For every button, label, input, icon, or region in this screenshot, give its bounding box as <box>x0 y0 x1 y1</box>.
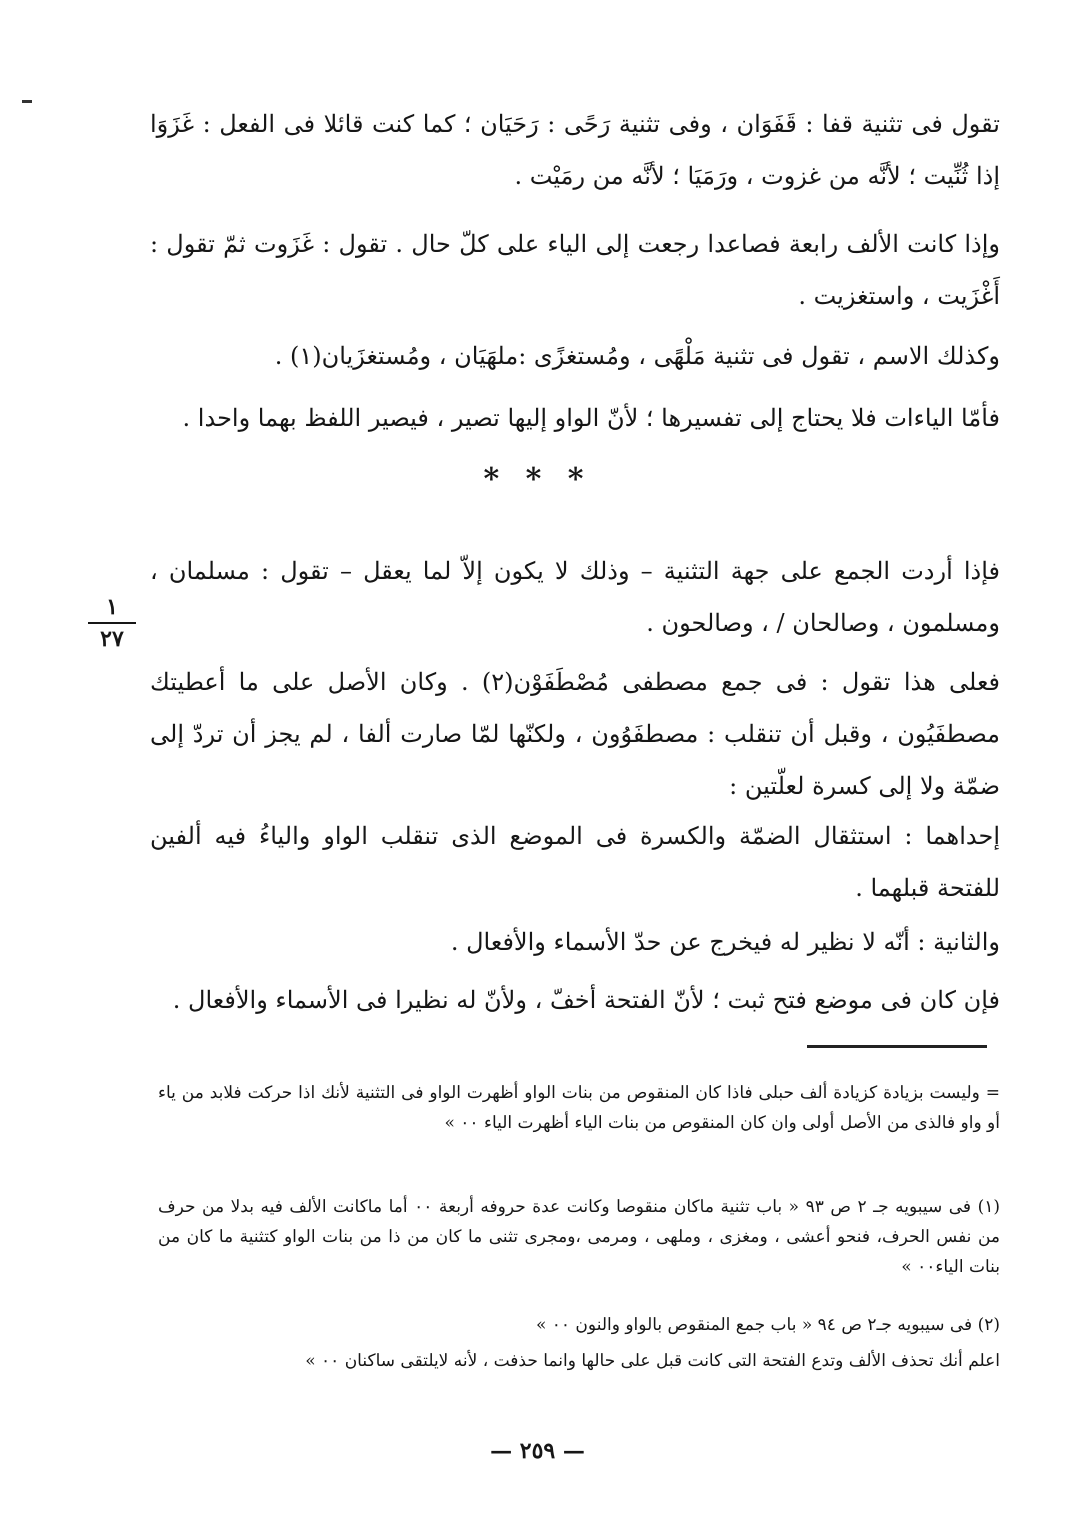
paragraph-7: إحداهما : استثقال الضمّة والكسرة فى الموضع الذى تنقلب الواو والياءُ فيه ألفين للفتحة قبلهما . <box>150 822 1000 902</box>
page-number: — ٢٥٩ — <box>490 1438 585 1464</box>
paragraph-3: وكذلك الاسم ، تقول فى تثنية مَلْهًى ، ومُستغزًى :ملهَيَان ، ومُستغزَيان(١) . <box>274 342 1000 370</box>
section-divider: * * * <box>483 462 592 497</box>
paragraph-2: وإذا كانت الألف رابعة فصاعدا رجعت إلى الياء على كلّ حال . تقول : غَزَوت ثمّ تقول : أَغْزَيت ، واستغزيت . <box>150 230 1000 310</box>
scan-mark <box>22 100 32 103</box>
footnote-separator <box>807 1045 987 1048</box>
margin-ref-top: ١ <box>106 594 118 620</box>
paragraph-5: فإذا أردت الجمع على جهة التثنية – وذلك لا يكون إلاّ لما يعقل – تقول : مسلمان ، ومسلمون ، وصالحان / ، وصالحون . <box>150 557 1000 637</box>
margin-ref-rule <box>88 622 136 624</box>
paragraph-8: والثانية : أنّه لا نظير له فيخرج عن حدّ الأسماء والأفعال . <box>450 928 1000 956</box>
footnote-continuation: = وليست بزيادة كزيادة ألف حبلى فاذا كان المنقوص من بنات الواو أظهرت الواو فى التثنية لأنك اذا حركت فلابد من ياء أو واو فالذى من الأصل أولى وان كان المنقوص من بنات الياء أظهرت الياء ٠٠ » <box>158 1083 1000 1133</box>
margin-ref-bottom: ٢٧ <box>100 626 124 652</box>
footnote-2-continued: اعلم أنك تحذف الألف وتدع الفتحة التى كانت قبل على حالها وانما حذفت ، لأنه لايلتقى ساكنان ٠٠ » <box>305 1351 1000 1371</box>
footnote-1: (١) فى سيبويه جـ ٢ ص ٩٣ « باب تثنية ماكان منقوصا وكانت عدة حروفه أربعة ٠٠ أما ماكانت الألف فيه بدلا من حرف من نفس الحرف، فنحو أعشى ، ومغزى ، وملهى ، ومرمى ،ومجرى تثنى ما كان من ذا من بنات الواو كتثنية ما كان من بنات الياء٠٠ » <box>158 1197 1000 1277</box>
footnote-2: (٢) فى سيبويه جـ٢ ص ٩٤ « باب جمع المنقوص بالواو والنون ٠٠ » <box>535 1315 1000 1335</box>
paragraph-9: فإن كان فى موضع فتح ثبت ؛ لأنّ الفتحة أخفّ ، ولأنّ له نظيرا فى الأسماء والأفعال . <box>172 986 1000 1014</box>
paragraph-1: تقول فى تثنية قفا : قَفَوَان ، وفى تثنية رَحًى : رَحَيَان ؛ كما كنت قائلا فى الفعل : غَزَوَا إذا ثُنِّيت ؛ لأنَّه من غزوت ، ورَمَيَا ؛ لأنَّه من رمَيْت . <box>150 110 1000 190</box>
paragraph-6: فعلى هذا تقول : فى جمع مصطفى مُصْطَفَوْن(٢) . وكان الأصل على ما أعطيتك مصطفَيُون ، وقبل أن تنقلب : مصطفَوُون ، ولكنّها لمّا صارت ألفا ، لم يجز أن تردّ إلى ضمّة ولا إلى كسرة لعلّتين : <box>150 668 1001 800</box>
paragraph-4: فأمّا الياءات فلا يحتاج إلى تفسيرها ؛ لأنّ الواو إليها تصير ، فيصير اللفظ بهما واحدا . <box>182 404 1000 432</box>
margin-reference <box>88 594 136 652</box>
